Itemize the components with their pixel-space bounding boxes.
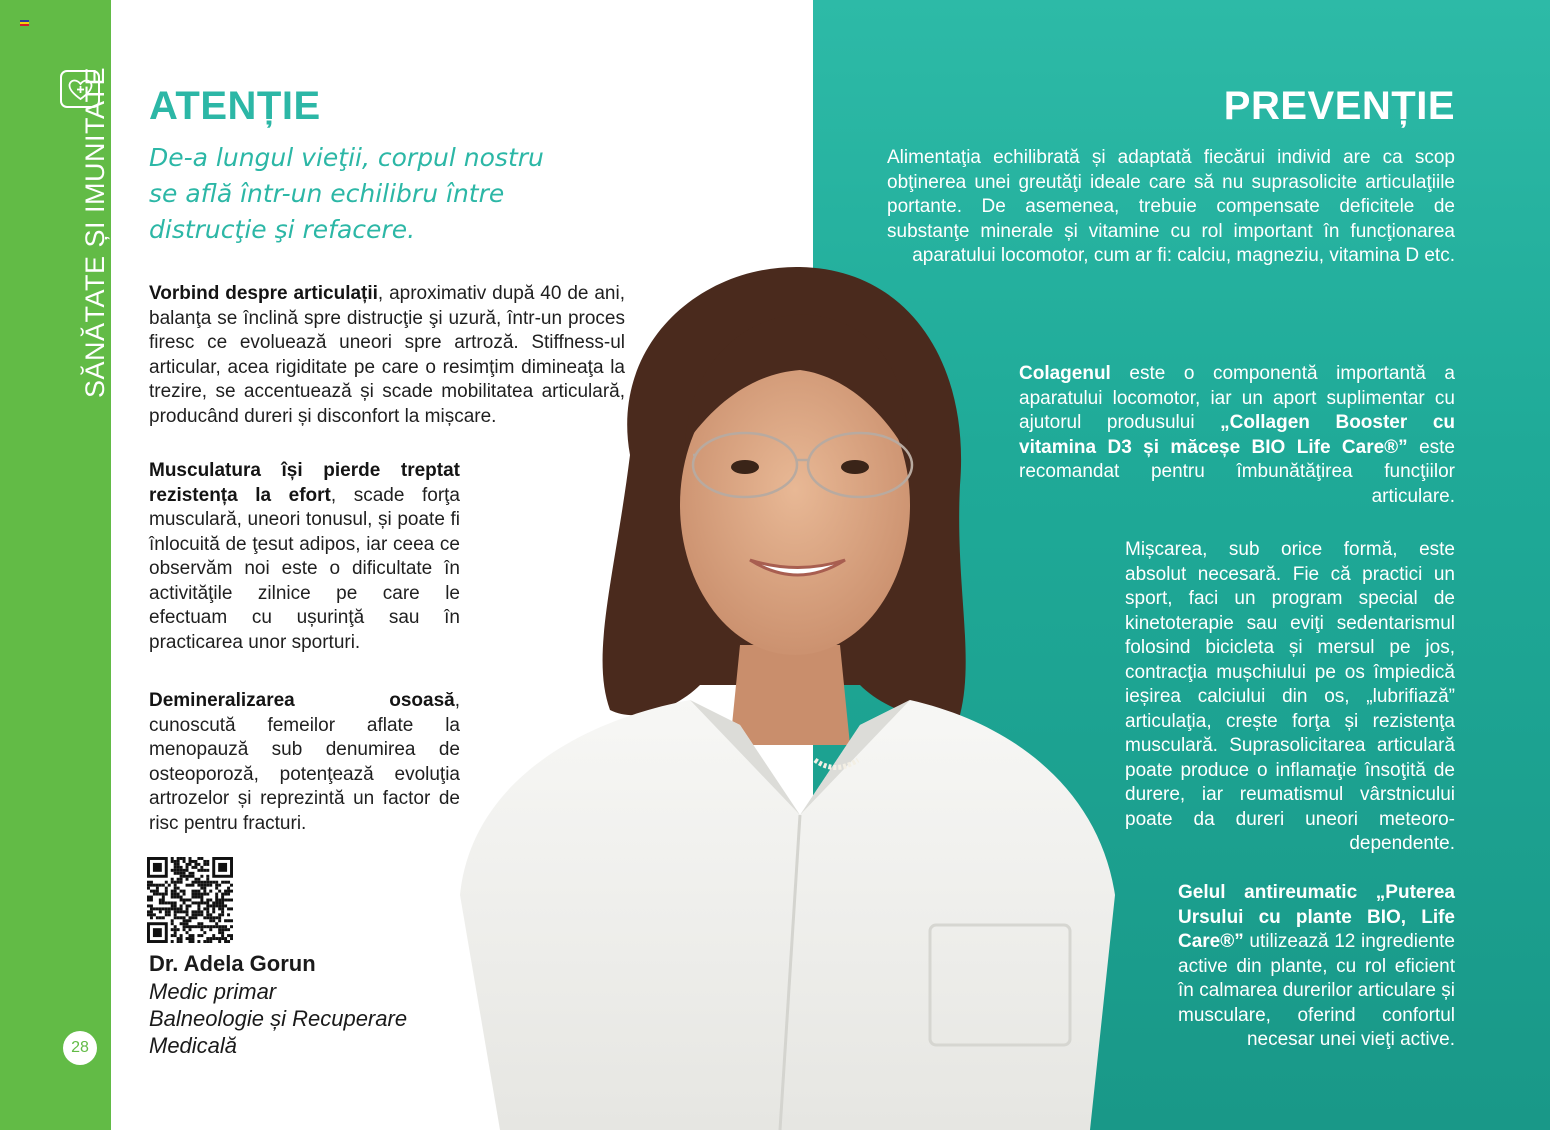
muscles-paragraph: Musculatura își pierde treptat rezistența la efort, scade forţa musculară, uneori tonusul, și poate fi înlocuită de ţesut adipos, iar ceea ce observăm noi este o dificultate în activităţile zilnice pe care le efectuam cu ușurinţă sau în practicarea unor sporturi.: [149, 460, 461, 653]
muscles-bold: Musculatura își pierde treptat rezistența la efort: [149, 460, 460, 506]
joints-paragraph: Vorbind despre articulații, aproximativ după 40 de ani, balanţa se înclină spre distrucţie şi uzură, într-un proces firesc ce evoluează uneori spre artroză. Stiffness-ul articular, acea rigiditate pe care o resimţim dimineaţa la trezire, se accentuează și scade mobilitatea articulară, producând dureri și disconfort la mișcare.: [149, 283, 625, 427]
doctor-name: Dr. Adela Gorun: [149, 951, 316, 976]
doctor-title-1: Medic primar: [149, 979, 277, 1004]
attention-heading: ATENȚIE: [149, 84, 321, 128]
side-rail: [0, 0, 111, 1130]
joints-bold: Vorbind despre articulații: [149, 283, 378, 304]
romania-flag-icon: [20, 20, 29, 27]
attention-lead: De-a lungul vieţii, corpul nostru se află într-un echilibru între distrucţie şi refacere.: [149, 143, 544, 244]
qr-code[interactable]: [147, 857, 233, 943]
bone-bold: Demineralizarea osoasă: [149, 690, 455, 711]
section-title-vertical: SĂNĂTATE ȘI IMUNITATE: [80, 66, 110, 398]
nutrition-paragraph: Alimentaţia echilibrată și adaptată fiecărui individ are ca scop obţinerea unei greutăţi ideale care să nu suprasolicite articulaţiile portante. De asemenea, trebuie compensate deficitele de substanţe minerale și vitamine cu rol important în funcţionarea aparatului locomotor, cum ar fi: calciu, magneziu, vitamina D etc.: [887, 147, 1455, 266]
page-number: 28: [63, 1031, 97, 1065]
doctor-title-3: Medicală: [149, 1033, 238, 1058]
collagen-product-name: „Collagen Booster cu vitamina D3 și măceșe BIO Life Care®”: [1019, 412, 1456, 458]
movement-paragraph: Mișcarea, sub orice formă, este absolut necesară. Fie că practici un sport, faci un program special de kinetoterapie sau eviţi sedentarismul folosind bicicleta și mersul pe jos, contracţia mușchiului pe os împiedică ieșirea calciului din os, „lubrifiază” articulaţia, crește forţa și rezistenţa musculară. Suprasolicitarea articulară poate produce o inflamaţie însoţită de durere, iar reumatismul vârstnicului poate da dureri uneori meteoro-dependente.: [1125, 539, 1455, 854]
bone-paragraph: Demineralizarea osoasă, cunoscută femeilor aflate la menopauză sub denumirea de osteoporoză, potenţează evoluţia artrozelor și reprezintă un factor de risc pentru fracturi.: [149, 690, 460, 834]
gel-paragraph: Gelul antireumatic „Puterea Ursului cu plante BIO, Life Care®” utilizează 12 ingrediente active din plante, cu rol eficient în calmarea durerilor articulare și musculare, oferind confortul necesar unei vieţi active.: [1178, 882, 1455, 1050]
gel-product-name: Gelul antireumatic „Puterea Ursului cu plante BIO, Life Care®”: [1178, 882, 1455, 952]
doctor-title-2: Balneologie și Recuperare: [149, 1006, 408, 1031]
collagen-paragraph: Colagenul este o componentă importantă a aparatului locomotor, iar un aport suplimentar cu ajutorul produsului „Collagen Booster cu vitamina D3 și măceșe BIO Life Care®” este recomandat pentru îmbunătăţirea funcţiilor articulare.: [1019, 363, 1456, 507]
prevention-heading: PREVENȚIE: [1223, 84, 1455, 128]
